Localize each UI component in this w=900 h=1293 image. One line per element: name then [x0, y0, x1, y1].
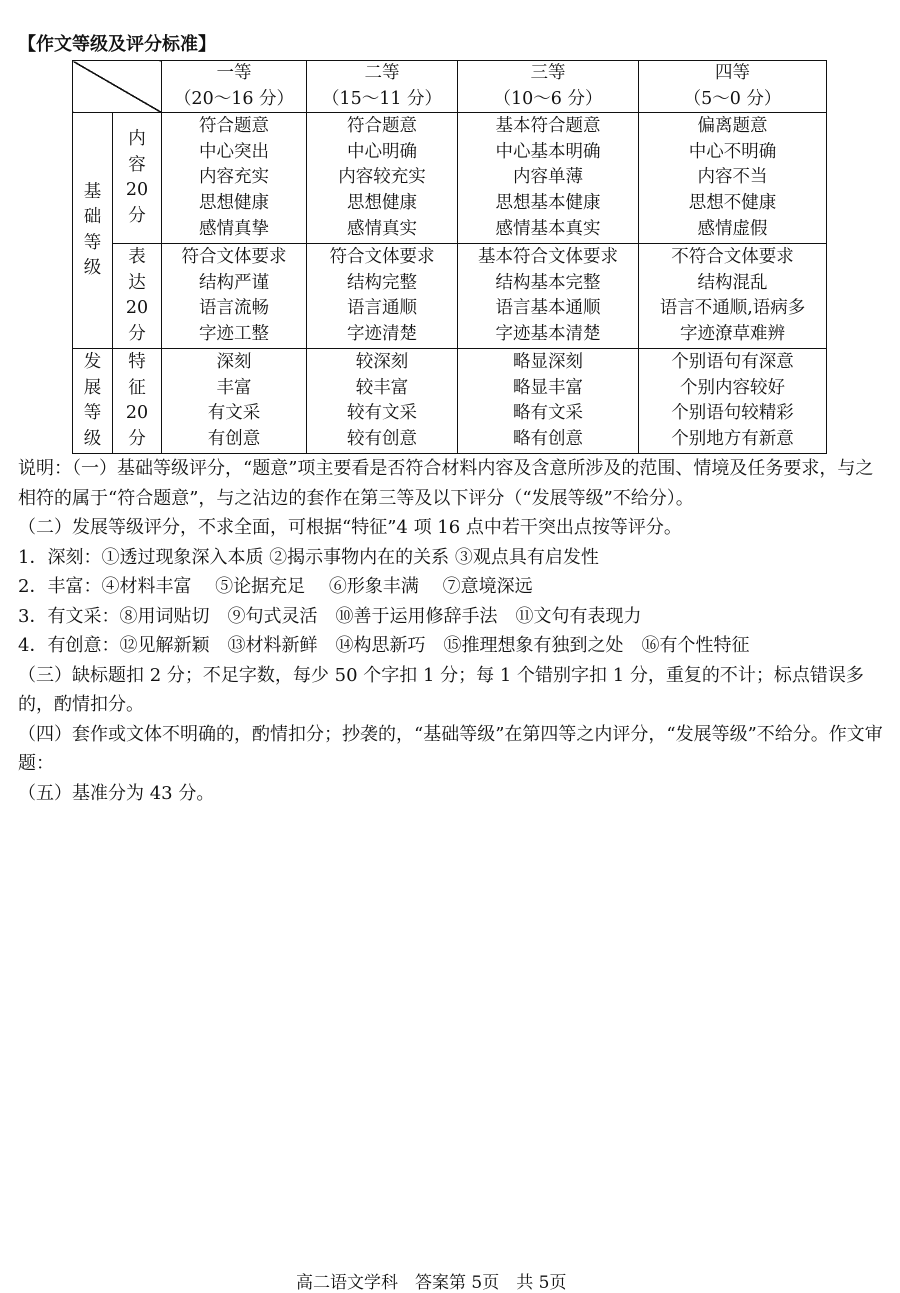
grade-header-1: 一等 （20～16 分）	[162, 61, 307, 113]
table-row-features	[73, 349, 827, 454]
table-row-content	[73, 113, 827, 244]
criteria-cell: 个别语句有深意 个别内容较好 个别语句较精彩 个别地方有新意	[639, 349, 827, 454]
grading-table	[72, 60, 827, 454]
criteria-cell: 符合题意 中心明确 内容较充实 思想健康 感情真实	[307, 113, 458, 244]
note-paragraph: （四）套作或文体不明确的，酌情扣分；抄袭的，“基础等级”在第四等之内评分，“发展等级”不给分。作文审题：	[18, 723, 883, 774]
criteria-cell: 基本符合文体要求 结构基本完整 语言基本通顺 字迹基本清楚	[458, 244, 639, 349]
note-paragraph: （二）发展等级评分，不求全面，可根据“特征”4 项 16 点中若干突出点按等评分。	[18, 517, 682, 538]
table-row-expression	[73, 244, 827, 349]
note-paragraph: 说明：（一）基础等级评分，“题意”项主要看是否符合材料内容及含意所涉及的范围、情境及任务要求，与之相符的属于“符合题意”，与之沾边的套作在第三等及以下评分（“发展等级”不给分）。	[18, 458, 874, 509]
criteria-cell: 符合题意 中心突出 内容充实 思想健康 感情真挚	[162, 113, 307, 244]
basic-level-label: 基 础 等 级	[73, 113, 113, 349]
criteria-cell: 不符合文体要求 结构混乱 语言不通顺,语病多 字迹潦草难辨	[639, 244, 827, 349]
note-paragraph: （三）缺标题扣 2 分；不足字数，每少 50 个字扣 1 分；每 1 个错别字扣 1 分，重复的不计；标点错误多的，酌情扣分。	[18, 664, 864, 715]
grade-header-2: 二等 （15～11 分）	[307, 61, 458, 113]
criteria-cell: 略显深刻 略显丰富 略有文采 略有创意	[458, 349, 639, 454]
note-paragraph: 3．有文采：⑧用词贴切 ⑨句式灵活 ⑩善于运用修辞手法 ⑪文句有表现力	[18, 605, 642, 627]
development-level-label: 发 展 等 级	[73, 349, 113, 454]
note-paragraph: （五）基准分为 43 分。	[18, 782, 215, 804]
note-paragraph: 1．深刻：①透过现象深入本质 ②揭示事物内在的关系 ③观点具有启发性	[18, 546, 599, 568]
criteria-cell: 基本符合题意 中心基本明确 内容单薄 思想基本健康 感情基本真实	[458, 113, 639, 244]
grade-header-3: 三等 （10～6 分）	[458, 61, 639, 113]
page-title: 【作文等级及评分标准】	[18, 34, 216, 55]
criteria-cell: 偏离题意 中心不明确 内容不当 思想不健康 感情虚假	[639, 113, 827, 244]
content-sub-label: 内 容 20 分	[113, 113, 162, 244]
note-paragraph: 2．丰富：④材料丰富 ⑤论据充足 ⑥形象丰满 ⑦意境深远	[18, 576, 533, 597]
grade-header-4: 四等 （5～0 分）	[639, 61, 827, 113]
criteria-cell: 较深刻 较丰富 较有文采 较有创意	[307, 349, 458, 454]
notes-section	[18, 454, 884, 808]
note-paragraph: 4．有创意：⑫见解新颖 ⑬材料新鲜 ⑭构思新巧 ⑮推理想象有独到之处 ⑯有个性特征	[18, 635, 750, 656]
criteria-cell: 符合文体要求 结构严谨 语言流畅 字迹工整	[162, 244, 307, 349]
table-header-row	[73, 61, 827, 113]
criteria-cell: 符合文体要求 结构完整 语言通顺 字迹清楚	[307, 244, 458, 349]
diagonal-corner-cell	[73, 61, 162, 113]
criteria-cell: 深刻 丰富 有文采 有创意	[162, 349, 307, 454]
features-sub-label: 特 征 20 分	[113, 349, 162, 454]
expression-sub-label: 表 达 20 分	[113, 244, 162, 349]
page-footer: 高二语文学科 答案第 5页 共 5页	[296, 1273, 567, 1293]
